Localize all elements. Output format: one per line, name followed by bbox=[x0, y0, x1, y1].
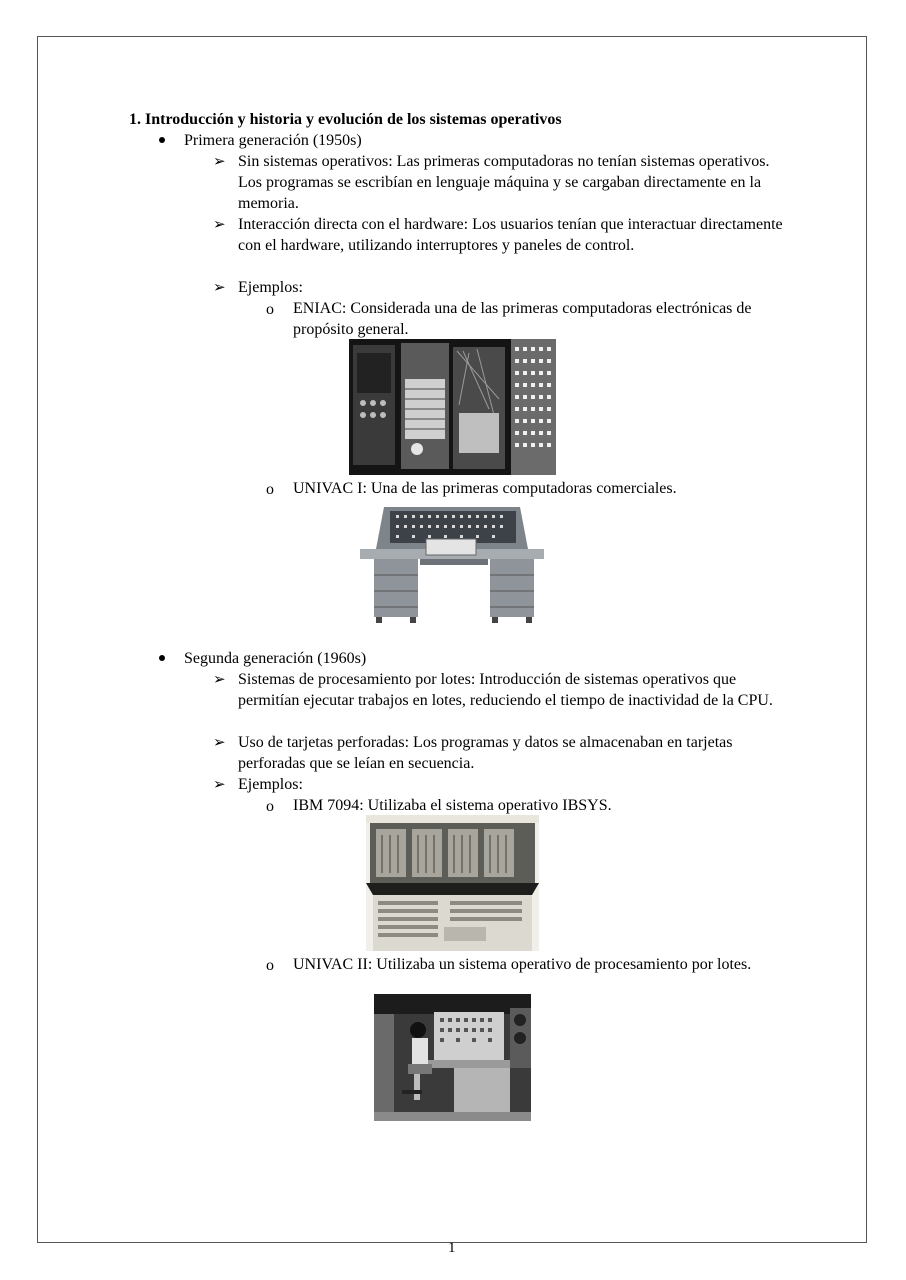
example-item: IBM 7094: Utilizaba el sistema operativo IBSYS. bbox=[293, 797, 612, 814]
arrow-bullet-icon: ➢ bbox=[213, 775, 226, 793]
example-item: UNIVAC I: Una de las primeras computadoras comerciales. bbox=[293, 480, 677, 497]
generation-label: Primera generación (1950s) bbox=[184, 132, 362, 149]
example-item: UNIVAC II: Utilizaba un sistema operativo de procesamiento por lotes. bbox=[293, 956, 752, 973]
circle-bullet-icon: o bbox=[266, 798, 274, 815]
univac-i-photo bbox=[360, 503, 544, 625]
list-item: Interacción directa con el hardware: Los usuarios tenían que interactuar directamente con el hardware, utilizando interruptores y paneles de control. bbox=[238, 216, 783, 254]
section-heading: 1. Introducción y historia y evolución de los sistemas operativos bbox=[129, 111, 562, 128]
generation-label: Segunda generación (1960s) bbox=[184, 650, 367, 667]
ibm-7094-photo bbox=[366, 815, 539, 951]
circle-bullet-icon: o bbox=[266, 957, 274, 974]
arrow-bullet-icon: ➢ bbox=[213, 733, 226, 751]
list-item: Ejemplos: bbox=[238, 279, 303, 296]
list-item: Uso de tarjetas perforadas: Los programas y datos se almacenaban en tarjetas perforadas que se leían en secuencia. bbox=[238, 734, 733, 772]
bullet-dot bbox=[159, 655, 165, 661]
eniac-photo bbox=[349, 339, 556, 475]
example-item: ENIAC: Considerada una de las primeras computadoras electrónicas de propósito general. bbox=[293, 300, 752, 338]
arrow-bullet-icon: ➢ bbox=[213, 152, 226, 170]
univac-ii-photo bbox=[374, 994, 531, 1121]
list-item: Ejemplos: bbox=[238, 776, 303, 793]
list-item: Sistemas de procesamiento por lotes: Introducción de sistemas operativos que permitían ejecutar trabajos en lotes, reduciendo el tiempo de inactividad de la CPU. bbox=[238, 671, 773, 709]
circle-bullet-icon: o bbox=[266, 301, 274, 318]
arrow-bullet-icon: ➢ bbox=[213, 670, 226, 688]
arrow-bullet-icon: ➢ bbox=[213, 215, 226, 233]
arrow-bullet-icon: ➢ bbox=[213, 278, 226, 296]
circle-bullet-icon: o bbox=[266, 481, 274, 498]
bullet-dot bbox=[159, 137, 165, 143]
list-item: Sin sistemas operativos: Las primeras computadoras no tenían sistemas operativos. Los programas se escribían en lenguaje máquina y se cargaban directamente en la memoria. bbox=[238, 153, 770, 212]
page-number: 1 bbox=[448, 1240, 456, 1256]
